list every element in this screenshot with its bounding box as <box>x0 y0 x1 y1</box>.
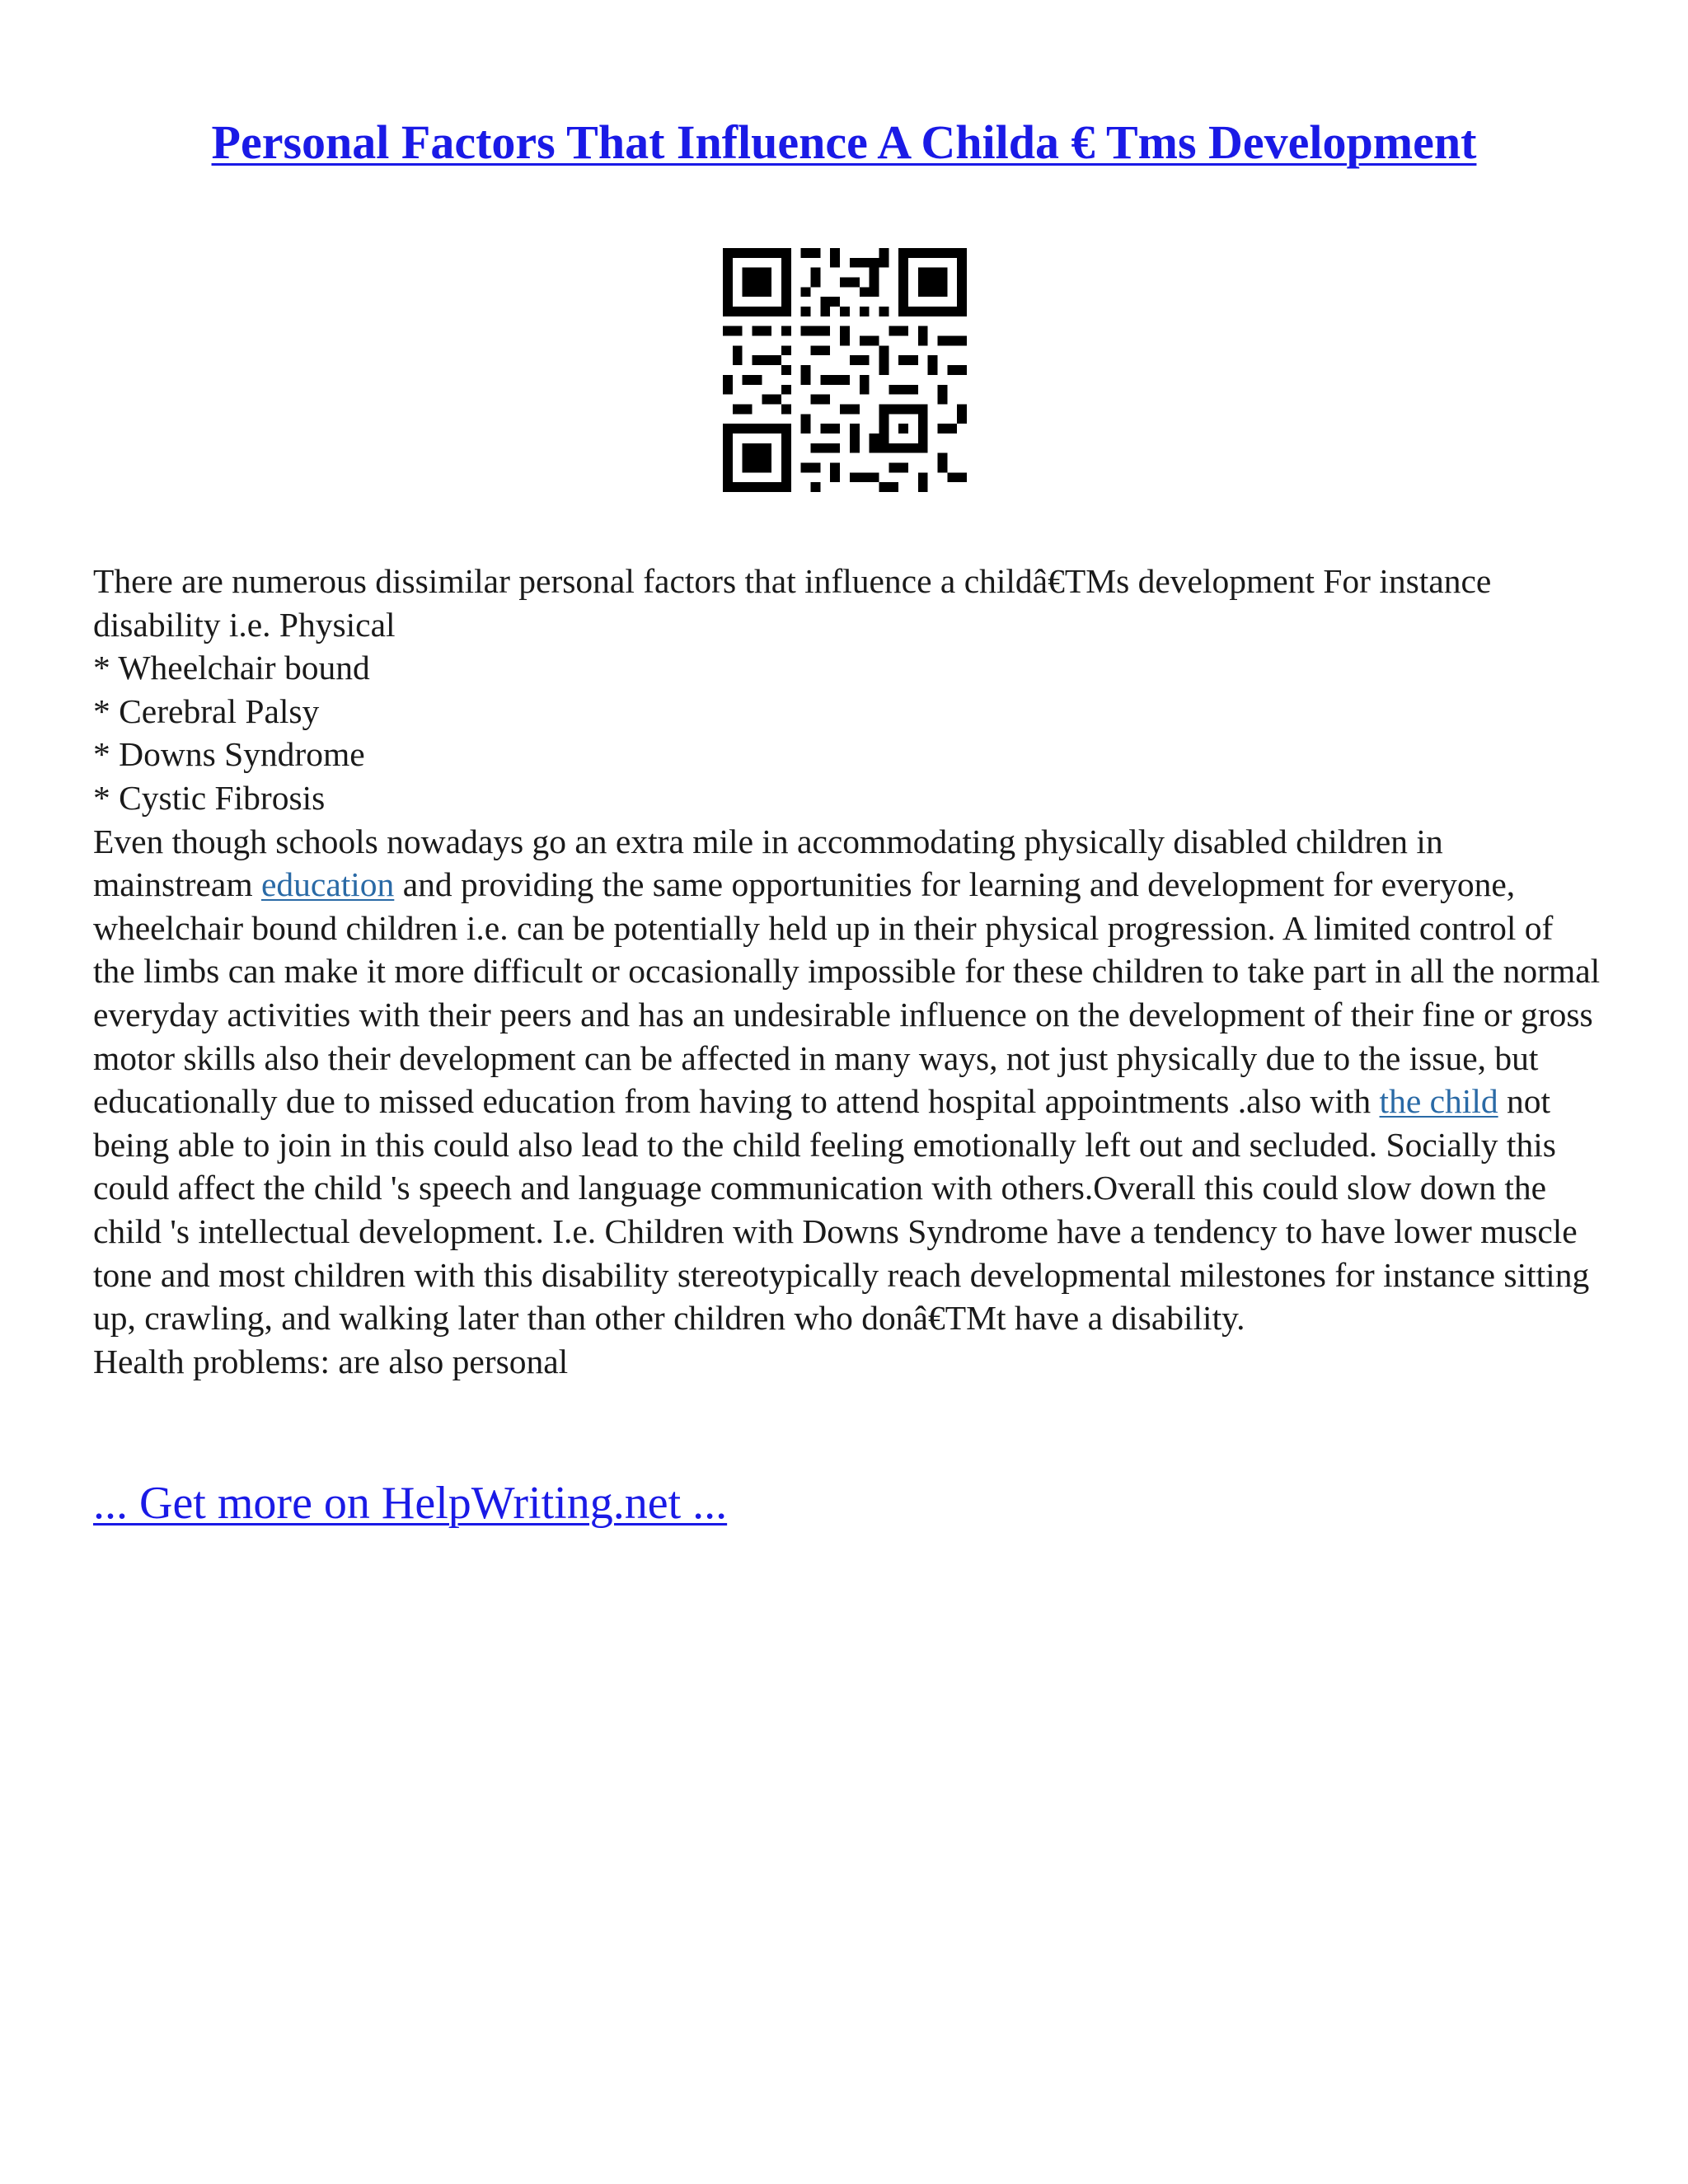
paragraph-text: Even though schools nowadays go an extra mile in accommodating physically disabled children in mainstream <box>93 822 1443 904</box>
qr-code-icon <box>723 248 967 492</box>
document-title-link[interactable]: Personal Factors That Influence A Childa € Tms Development <box>211 115 1477 169</box>
intro-paragraph: There are numerous dissimilar personal factors that influence a childâ€TMs development For instance disability i.e. Physical <box>93 562 1492 644</box>
paragraph-text: and providing the same opportunities for learning and development for everyone, wheelchair bound children i.e. can be potentially held up in their physical progression. A limited control of the limbs can make it more difficult or occasionally impossible for these children to take part in all the normal everyday activities with their peers and has an undesirable influence on the development of their fine or gross motor skills also their development can be affected in many ways, not just physically due to the issue, but educationally due to missed education from having to attend hospital appointments .also with <box>93 865 1601 1121</box>
education-link[interactable]: education <box>260 865 395 904</box>
get-more-link[interactable]: ... Get more on HelpWriting.net ... <box>93 1478 728 1529</box>
paragraph-text: not being able to join in this could also lead to the child feeling emotionally left out and secluded. Socially this could affect the child 's speech and language communication with others.Overall this could slow down the child 's intellectual development. I.e. Children with Downs Syndrome have a tendency to have lower muscle tone and most children with this disability stereotypically reach developmental milestones for instance sitting up, crawling, and walking later than other children who donâ€TMt have a disability. <box>93 1082 1590 1338</box>
main-paragraph <box>93 820 1601 1340</box>
list-item: * Wheelchair bound <box>93 649 370 687</box>
list-item: * Downs Syndrome <box>93 735 365 774</box>
the-child-link[interactable]: the child <box>1379 1082 1498 1121</box>
list-item: * Cerebral Palsy <box>93 691 320 730</box>
list-item: * Cystic Fibrosis <box>93 778 326 817</box>
article-body <box>93 560 1601 1383</box>
qr-code-graphic <box>723 248 967 492</box>
closing-line: Health problems: are also personal <box>93 1342 569 1380</box>
